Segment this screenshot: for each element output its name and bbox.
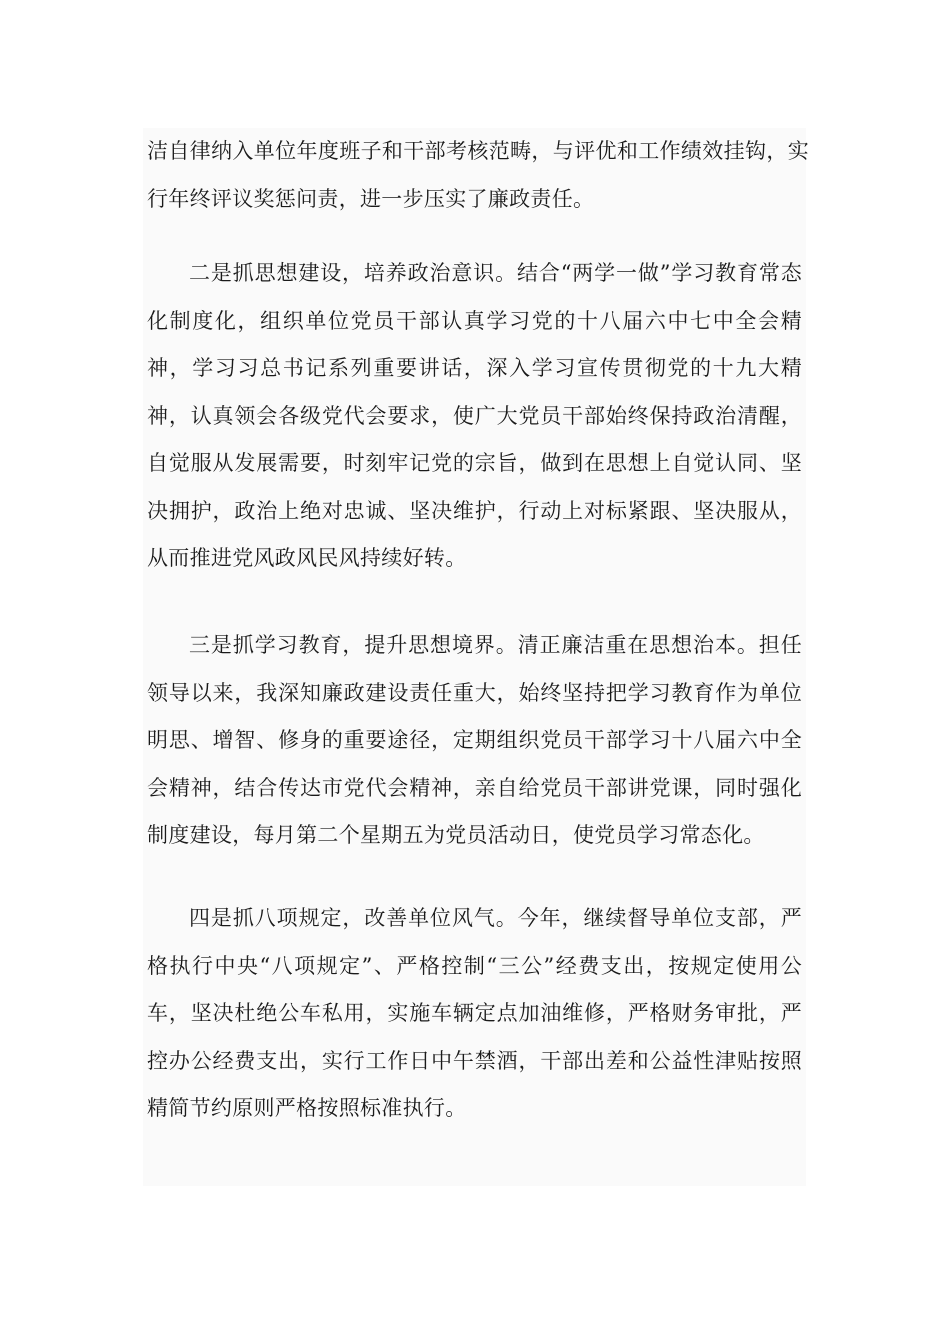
paragraph-continuation: 洁自律纳入单位年度班子和干部考核范畴，与评优和工作绩效挂钩，实行年终评议奖惩问责，进一步压实了廉政责任。 [147,139,809,211]
paragraph-eight-regulations: 四是抓八项规定，改善单位风气。今年，继续督导单位支部，严格执行中央“八项规定”、严格控制“三公”经费支出，按规定使用公车，坚决杜绝公车私用，实施车辆定点加油维修，严格财务审批，严控办公经费支出，实行工作日中午禁酒，干部出差和公益性津贴按照精简节约原则严格按照标准执行。 [147,906,802,1120]
document-body [143,128,809,1186]
paragraph-ideological-building: 二是抓思想建设，培养政治意识。结合“两学一做”学习教育常态化制度化，组织单位党员干部认真学习党的十八届六中七中全会精神，学习习总书记系列重要讲话，深入学习宣传贯彻党的十九大精神，认真领会各级党代会要求，使广大党员干部始终保持政治清醒，自觉服从发展需要，时刻牢记党的宗旨，做到在思想上自觉认同、坚决拥护，政治上绝对忠诚、坚决维护，行动上对标紧跟、坚决服从，从而推进党风政风民风持续好转。 [147,261,802,570]
paragraph-study-education: 三是抓学习教育，提升思想境界。清正廉洁重在思想治本。担任领导以来，我深知廉政建设责任重大，始终坚持把学习教育作为单位明思、增智、修身的重要途径，定期组织党员干部学习十八届六中全会精神，结合传达市党代会精神，亲自给党员干部讲党课，同时强化制度建设，每月第二个星期五为党员活动日，使党员学习常态化。 [147,633,802,847]
